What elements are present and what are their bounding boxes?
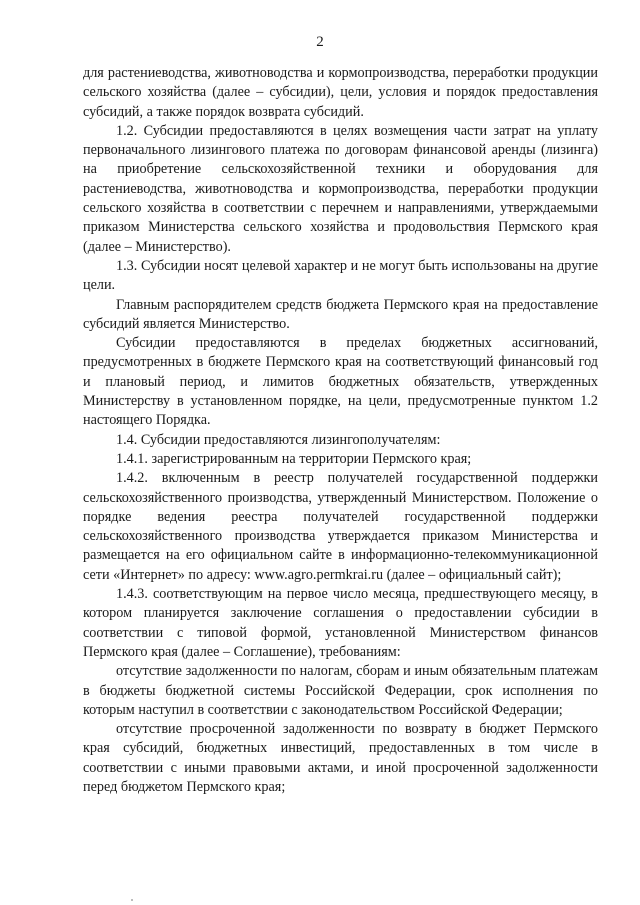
paragraph-1-4: 1.4. Субсидии предоставляются лизингополучателям: — [116, 431, 441, 448]
paragraph-no-tax-debt: отсутствие задолженности по налогам, сборам и иным обязательным платежам в бюджеты бюджетной системы Российской Федерации, срок исполнения по которым наступил в соответствии с законодательством Российской Федерации; — [83, 663, 598, 718]
paragraph-no-overdue-debt: отсутствие просроченной задолженности по возврату в бюджет Пермского края субсидий, бюджетных инвестиций, предоставленных в том числе в соответствии с иными правовыми актами, и иной просроченной задолженности перед бюджетом Пермского края; — [83, 721, 598, 795]
paragraph-1-4-1: 1.4.1. зарегистрированным на территории Пермского края; — [116, 450, 472, 467]
paragraph-main-manager: Главным распорядителем средств бюджета Пермского края на предоставление субсидий является Министерство. — [83, 296, 598, 332]
scan-artifact-dot — [131, 899, 133, 901]
page-number: 2 — [316, 34, 324, 50]
document-body — [83, 64, 598, 797]
paragraph-intro-continuation: для растениеводства, животноводства и кормопроизводства, переработки продукции сельского хозяйства (далее – субсидии), цели, условия и порядок предоставления субсидий, а также порядок возврата субсидий. — [83, 65, 598, 120]
paragraph-1-2: 1.2. Субсидии предоставляются в целях возмещения части затрат на уплату первоначального лизингового платежа по договорам финансовой аренды (лизинга) на приобретение сельскохозяйственной техники и оборудования для растениеводства, животноводства и кормопроизводства, переработки продукции сельского хозяйства в соответствии с перечнем и направлениями, утверждаемыми приказом Министерства сельского хозяйства и продовольствия Пермского края (далее – Министерство). — [83, 122, 598, 255]
paragraph-budget-limits: Субсидии предоставляются в пределах бюджетных ассигнований, предусмотренных в бюджете Пермского края на соответствующий финансовый год и плановый период, и лимитов бюджетных обязательств, утвержденных Министерству в установленном порядке, на цели, предусмотренные пунктом 1.2 настоящего Порядка. — [83, 335, 598, 429]
paragraph-1-3: 1.3. Субсидии носят целевой характер и не могут быть использованы на другие цели. — [83, 257, 598, 294]
paragraph-1-4-2: 1.4.2. включенным в реестр получателей государственной поддержки сельскохозяйственного производства, утвержденный Министерством. Положение о порядке ведения реестра получателей государственной поддержки сельскохозяйственного производства утверждается приказом Министерства и размещается на его официальном сайте в информационно-телекоммуникационной сети «Интернет» по адресу: www.agro.permkrai.ru (далее – официальный сайт); — [83, 470, 598, 583]
paragraph-1-4-3: 1.4.3. соответствующим на первое число месяца, предшествующего месяцу, в котором планируется заключение соглашения о предоставлении субсидии в соответствии с типовой формой, установленной Министерством финансов Пермского края (далее – Соглашение), требованиям: — [83, 586, 598, 660]
